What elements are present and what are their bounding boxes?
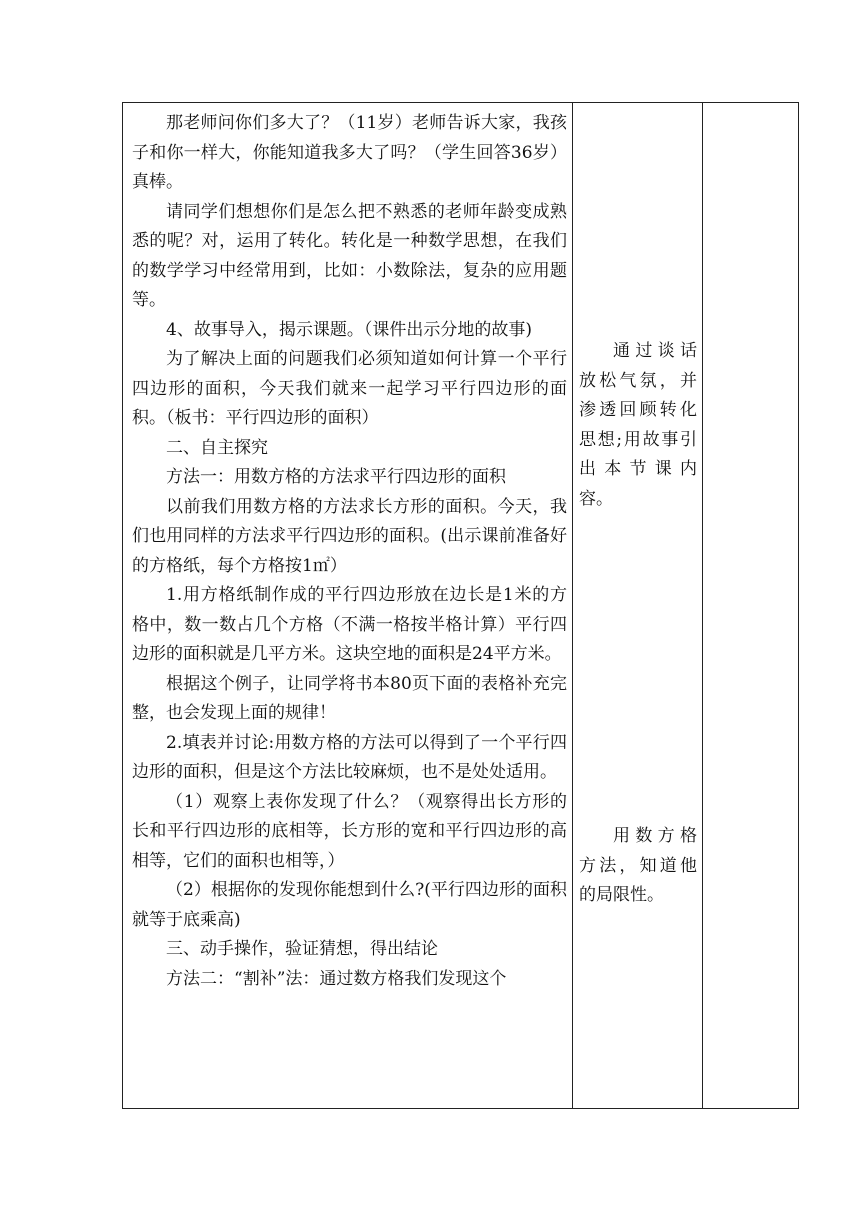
paragraph-grid-step-1: 1.用方格纸制作成的平行四边形放在边长是1米的方格中，数一数占几个方格（不满一格按半格计算）平行四边形的面积就是几平方米。这块空地的面积是24平方米。 (132, 585, 567, 664)
section-heading-self-exploration: 二、自主探究 (166, 437, 268, 458)
method-two-heading: 方法二：“割补”法：通过数方格我们发现这个 (166, 968, 507, 989)
teaching-process-text (132, 109, 567, 994)
section-heading-hands-on: 三、动手操作，验证猜想，得出结论 (166, 939, 438, 959)
paragraph-observation-1: （1）观察上表你发现了什么？（观察得出长方形的长和平行四边形的底相等，长方形的宽和平行四边形的高相等，它们的面积也相等，） (132, 791, 567, 871)
design-note-1: 通过谈话放松气氛，并渗透回顾转化思想;用故事引出本节课内容。 (579, 341, 697, 509)
teaching-process-column (123, 103, 573, 1108)
paragraph-age-question: 那老师问你们多大了？（11岁）老师告诉大家，我孩子和你一样大，你能知道我多大了吗？（学生回答36岁）真棒。 (132, 113, 567, 192)
paragraph-book-example: 根据这个例子，让同学将书本80页下面的表格补充完整，也会发现上面的规律！ (132, 673, 567, 723)
paragraph-topic-reveal: 为了解决上面的问题我们必须知道如何计算一个平行四边形的面积，今天我们就来一起学习平行四边形的面积。（板书：平行四边形的面积） (132, 349, 567, 428)
method-one-heading: 方法一：用数方格的方法求平行四边形的面积 (166, 467, 506, 487)
paragraph-story-intro: 4、故事导入，揭示课题。（课件出示分地的故事) (166, 319, 532, 340)
design-note-2: 用数方格方法，知道他的局限性。 (579, 826, 697, 905)
paragraph-conversion-idea: 请同学们想想你们是怎么把不熟悉的老师年龄变成熟悉的呢？对，运用了转化。转化是一种数学思想，在我们的数学学习中经常用到，比如：小数除法，复杂的应用题等。 (132, 201, 567, 310)
paragraph-observation-2: （2）根据你的发现你能想到什么?(平行四边形的面积就等于底乘高) (132, 880, 567, 930)
empty-column (703, 103, 798, 1108)
design-intent-column (573, 103, 703, 1108)
paragraph-grid-method: 以前我们用数方格的方法求长方形的面积。今天，我们也用同样的方法求平行四边形的面积。(出示课前准备好的方格纸，每个方格按1㎡） (132, 496, 567, 576)
paragraph-grid-step-2: 2.填表并讨论:用数方格的方法可以得到了一个平行四边形的面积，但是这个方法比较麻烦，也不是处处适用。 (132, 732, 567, 782)
lesson-plan-table (122, 102, 799, 1109)
